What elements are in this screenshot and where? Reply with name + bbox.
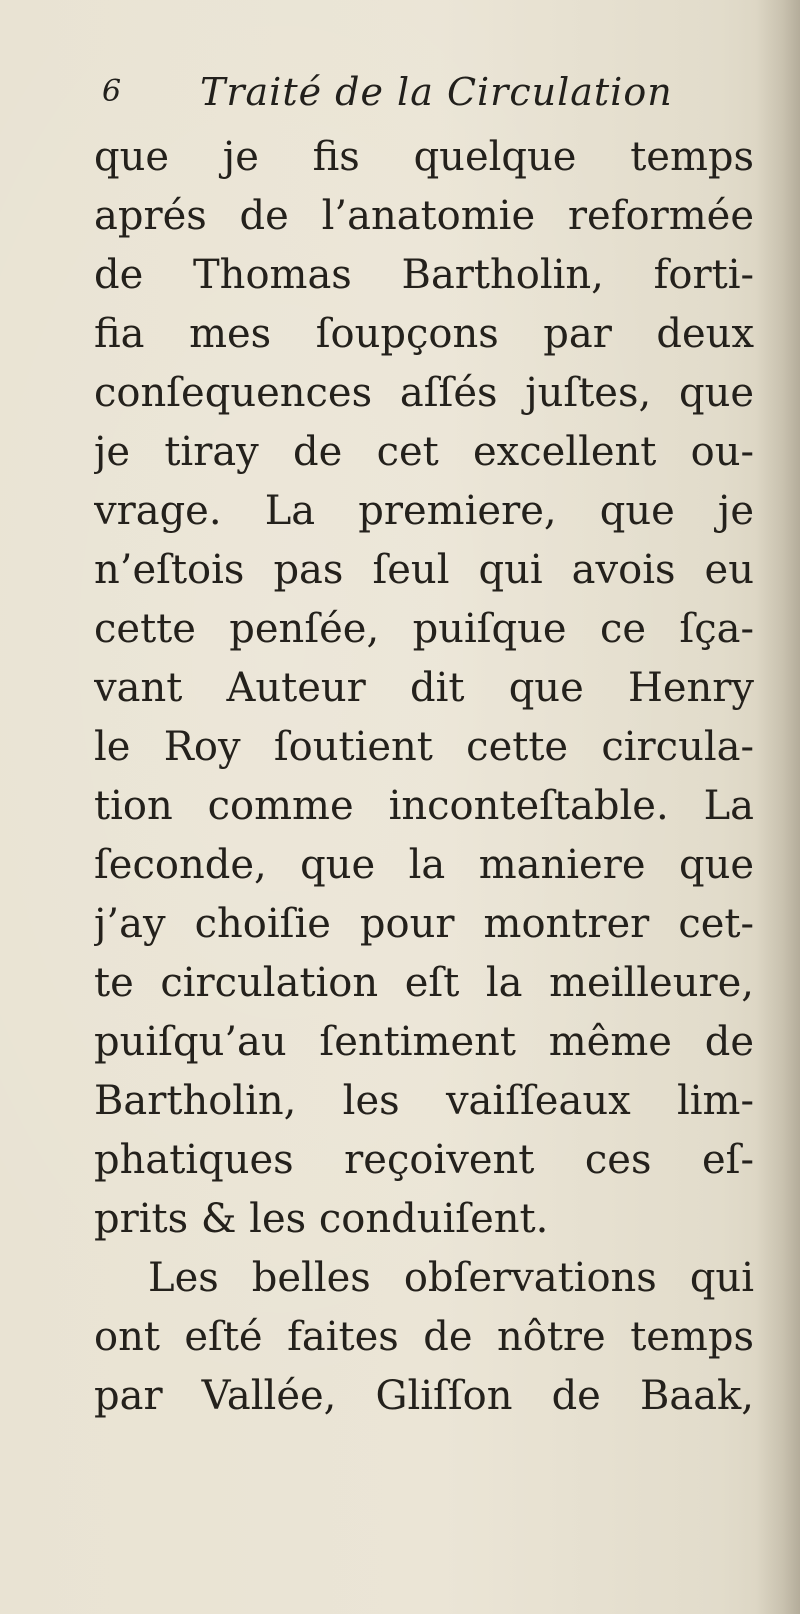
page-number: 6 bbox=[102, 74, 122, 109]
text-line: te circulation eſt la meilleure, bbox=[94, 960, 754, 1006]
text-line: le Roy ſoutient cette circula- bbox=[94, 724, 754, 770]
paragraph-last-line: prits & les conduiſent. bbox=[94, 1196, 549, 1242]
text-line: par Vallée, Gliſſon de Baak, bbox=[94, 1373, 754, 1419]
text-line: que je fis quelque temps bbox=[94, 134, 754, 180]
text-line: ont eſté faites de nôtre temps bbox=[94, 1314, 754, 1360]
running-title: Traité de la Circulation bbox=[200, 70, 673, 114]
text-line: cette penſée, puiſque ce ſça- bbox=[94, 606, 754, 652]
text-line: j’ay choiſie pour montrer cet- bbox=[94, 901, 754, 947]
text-line: ſeconde, que la maniere que bbox=[94, 842, 754, 888]
text-line: Bartholin, les vaiſſeaux lim- bbox=[94, 1078, 754, 1124]
text-line: fia mes ſoupçons par deux bbox=[94, 311, 754, 357]
text-line: puiſqu’au ſentiment même de bbox=[94, 1019, 754, 1065]
text-line: vant Auteur dit que Henry bbox=[94, 665, 754, 711]
body-text bbox=[94, 128, 754, 1426]
text-line: n’eſtois pas ſeul qui avois eu bbox=[94, 547, 754, 593]
text-line: je tiray de cet excellent ou- bbox=[94, 429, 754, 475]
text-line: vrage. La premiere, que je bbox=[94, 488, 754, 534]
text-line: aprés de l’anatomie reformée bbox=[94, 193, 754, 239]
text-line: de Thomas Bartholin, forti- bbox=[94, 252, 754, 298]
text-line: phatiques reçoivent ces eſ- bbox=[94, 1137, 754, 1183]
text-line: tion comme inconteſtable. La bbox=[94, 783, 754, 829]
page-header bbox=[94, 70, 734, 126]
paragraph-first-line: Les belles obſervations qui bbox=[148, 1255, 754, 1301]
page-gutter-shadow bbox=[756, 0, 800, 1614]
text-line: conſequences aſſés juſtes, que bbox=[94, 370, 754, 416]
